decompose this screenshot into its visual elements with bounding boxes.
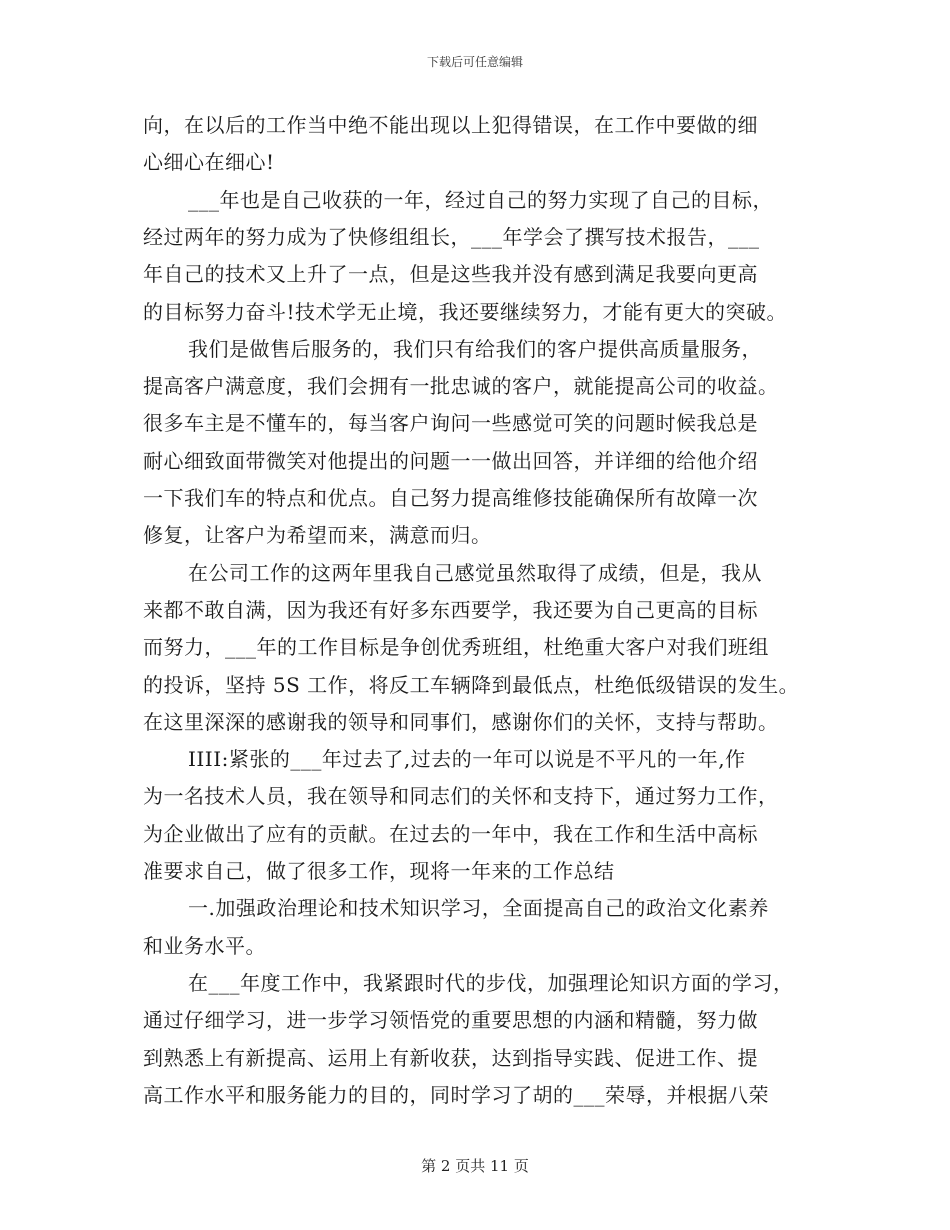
text-line: 一下我们车的特点和优点。自己努力提高维修技能确保所有故障一次 [143, 486, 758, 510]
text-line: 年自己的技术又上升了一点，但是这些我并没有感到满足我要向更高 [143, 262, 758, 287]
text-line: 在这里深深的感谢我的领导和同事们，感谢你们的关怀，支持与帮助。 [143, 709, 779, 734]
text-line: 高工作水平和服务能力的目的，同时学习了胡的___荣辱，并根据八荣 [143, 1082, 769, 1107]
text-line: 通过仔细学习，进一步学习领悟党的重要思想的内涵和精髓，努力做 [143, 1008, 758, 1033]
page-header: 下载后可任意编辑 [426, 55, 523, 69]
text-line: 为一名技术人员，我在领导和同志们的关怀和支持下，通过努力工作， [143, 784, 779, 809]
text-line: 为企业做出了应有的贡献。在过去的一年中，我在工作和生活中高标 [143, 821, 758, 846]
text-line: 到熟悉上有新提高、运用上有新收获，达到指导实践、促进工作、提 [143, 1045, 758, 1070]
text-line: 在公司工作的这两年里我自己感觉虽然取得了成绩，但是，我从 [188, 560, 762, 585]
text-line: 来都不敢自满，因为我还有好多东西要学，我还要为自己更高的目标 [143, 597, 758, 622]
text-line: ___年也是自己收获的一年，经过自己的努力实现了自己的目标， [188, 187, 773, 212]
text-line: 而努力，___年的工作目标是争创优秀班组，杜绝重大客户对我们班组 [143, 635, 769, 660]
text-line: 和业务水平。 [143, 933, 266, 958]
text-line: 很多车主是不懂车的，每当客户询问一些感觉可笑的问题时候我总是 [143, 411, 758, 436]
text-line: 提高客户满意度，我们会拥有一批忠诚的客户，就能提高公司的收益。 [143, 374, 779, 399]
text-line: IIII:紧张的___年过去了,过去的一年可以说是不平凡的一年,作 [188, 747, 746, 772]
text-line: 的目标努力奋斗!技术学无止境，我还要继续努力，才能有更大的突破。 [143, 299, 788, 324]
text-line: 在___年度工作中，我紧跟时代的步伐，加强理论知识方面的学习， [188, 970, 794, 995]
text-line: 准要求自己，做了很多工作，现将一年来的工作总结 [143, 859, 615, 883]
text-line: 的投诉，坚持 5S 工作，将反工车辆降到最低点，杜绝低级错误的发生。 [143, 672, 800, 697]
text-line: 经过两年的努力成为了快修组组长，___年学会了撰写技术报告，___ [143, 224, 760, 249]
text-line: 修复，让客户为希望而来，满意而归。 [143, 523, 492, 548]
text-line: 我们是做售后服务的，我们只有给我们的客户提供高质量服务， [188, 336, 762, 361]
text-line: 一.加强政治理论和技术知识学习，全面提高自己的政治文化素养 [188, 896, 769, 921]
text-line: 向，在以后的工作当中绝不能出现以上犯得错误，在工作中要做的细 [143, 113, 758, 137]
text-line: 耐心细致面带微笑对他提出的问题一一做出回答，并详细的给他介绍 [143, 448, 758, 473]
page-footer: 第 2 页共 11 页 [421, 1157, 529, 1175]
text-line: 心细心在细心! [143, 150, 275, 175]
